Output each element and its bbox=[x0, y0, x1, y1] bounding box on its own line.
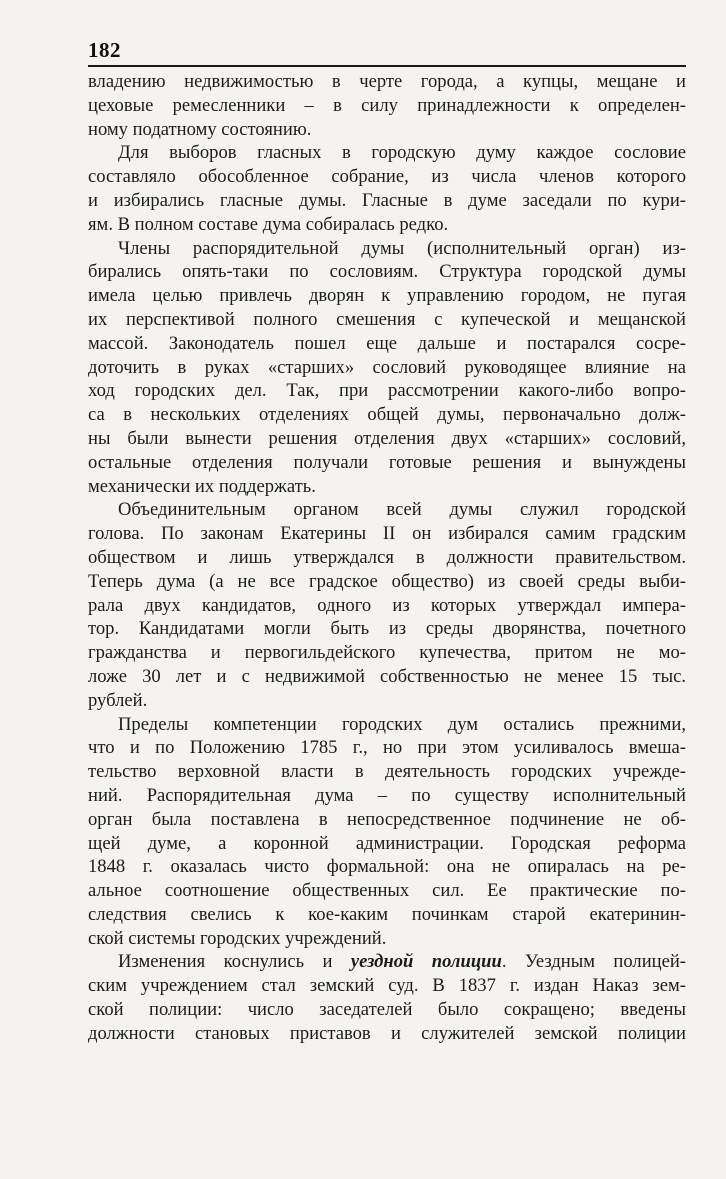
text-line: ской полиции: число заседателей было сокращено; введены bbox=[88, 999, 686, 1021]
text-line: щей думе, а коронной администрации. Городская реформа bbox=[88, 832, 686, 854]
text-line: гражданства и первогильдейского купечества, притом не мо- bbox=[88, 642, 686, 664]
text-segment: . Уездным полицей- bbox=[501, 951, 686, 973]
text-line: ской системы городских учреждений. bbox=[88, 927, 387, 949]
text-line: цеховые ремесленники – в силу принадлежности к определен- bbox=[88, 94, 686, 116]
text-line: доточить в руках «старших» сословий руководящее влияние на bbox=[88, 356, 686, 378]
text-line: Пределы компетенции городских дум остались прежними, bbox=[118, 713, 686, 735]
text-line: тельство верховной власти в деятельность городских учрежде- bbox=[88, 761, 686, 783]
text-line: и избирались гласные думы. Гласные в думе заседали по кури- bbox=[88, 189, 686, 211]
text-line: ложе 30 лет и с недвижимой собственностью не менее 15 тыс. bbox=[88, 665, 686, 687]
text-line: ход городских дел. Так, при рассмотрении какого-либо вопро- bbox=[88, 380, 686, 402]
text-line: их перспективой полного смешения с купеческой и мещанской bbox=[88, 308, 686, 330]
text-line: Объединительным органом всей думы служил городской bbox=[118, 499, 686, 521]
text-line: рублей. bbox=[88, 689, 148, 711]
text-line: са в нескольких отделениях общей думы, первоначально долж- bbox=[88, 404, 686, 426]
text-line: ному податному состоянию. bbox=[88, 118, 312, 140]
text-line: альное соотношение общественных сил. Ее практические по- bbox=[88, 880, 686, 902]
text-line: рала двух кандидатов, одного из которых утверждал импера- bbox=[88, 594, 686, 616]
text-line: имела целью привлечь дворян к управлению городом, не пугая bbox=[88, 285, 686, 307]
text-line: следствия свелись к кое-каким починкам старой екатеринин- bbox=[88, 903, 686, 925]
text-line: ям. В полном составе дума собиралась редко. bbox=[88, 213, 449, 235]
text-line: владению недвижимостью в черте города, а купцы, мещане и bbox=[88, 71, 686, 92]
text-line: должности становых приставов и служителей земской полиции bbox=[88, 1022, 686, 1044]
text-line: механически их поддержать. bbox=[88, 475, 316, 497]
text-line: ским учреждением стал земский суд. В 1837 г. издан Наказ зем- bbox=[88, 975, 686, 997]
text-line: составляло обособленное собрание, из числа членов которого bbox=[88, 166, 686, 188]
text-line: остальные отделения получали готовые решения и вынуждены bbox=[88, 451, 686, 473]
text-line: Для выборов гласных в городскую думу каждое сословие bbox=[118, 142, 686, 164]
header-rule bbox=[88, 65, 686, 67]
text-line: Члены распорядительной думы (исполнительный орган) из- bbox=[118, 237, 686, 259]
text-line bbox=[88, 950, 686, 974]
emphasized-term: уездной полиции bbox=[350, 951, 502, 973]
text-segment: Изменения коснулись и bbox=[118, 951, 351, 973]
text-line: тор. Кандидатами могли быть из среды дворянства, почетного bbox=[88, 618, 686, 640]
text-line: Теперь дума (а не все градское общество) из своей среды выби- bbox=[88, 570, 686, 592]
text-line: ны были вынести решения отделения двух «старших» сословий, bbox=[88, 427, 686, 449]
text-line: 1848 г. оказалась чисто формальной: она не опиралась на ре- bbox=[88, 856, 686, 878]
text-line: что и по Положению 1785 г., но при этом усиливалось вмеша- bbox=[88, 737, 686, 759]
text-line: обществом и лишь утверждался в должности правительством. bbox=[88, 546, 686, 568]
text-line: ний. Распорядительная дума – по существу исполнительный bbox=[88, 784, 686, 806]
page-number: 182 bbox=[88, 38, 121, 62]
body-text bbox=[88, 70, 686, 1046]
text-line: бирались опять-таки по сословиям. Структура городской думы bbox=[88, 261, 686, 283]
text-line: голова. По законам Екатерины II он избирался самим градским bbox=[88, 523, 686, 545]
text-line: массой. Законодатель пошел еще дальше и постарался сосре- bbox=[88, 332, 686, 354]
text-line: орган была поставлена в непосредственное подчинение не об- bbox=[88, 808, 686, 830]
